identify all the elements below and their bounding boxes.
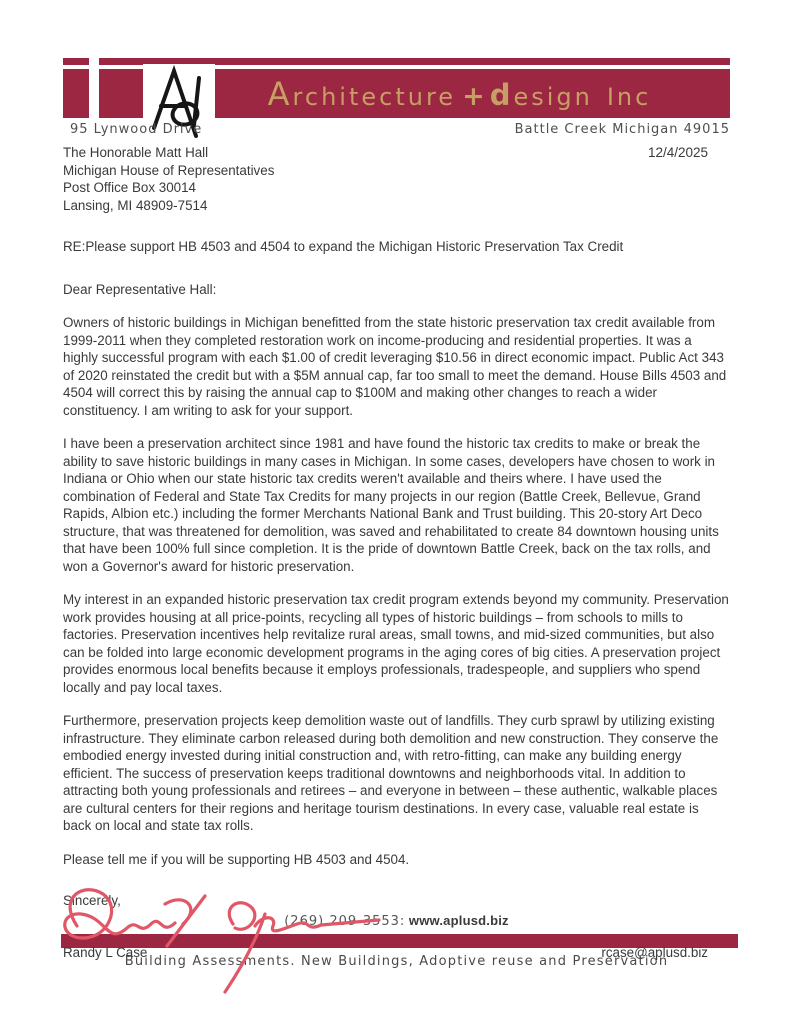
signer-row	[63, 944, 730, 962]
recipient-and-date	[63, 144, 730, 214]
company-name	[268, 75, 652, 113]
re-line: RE:Please support HB 4503 and 4504 to expand the Michigan Historic Preservation Tax Credit	[63, 239, 624, 254]
street-address: 95 Lynwood Drive	[70, 122, 203, 137]
recipient-line: The Honorable Matt Hall	[63, 145, 209, 160]
salutation: Dear Representative Hall:	[63, 281, 217, 297]
city-address: Battle Creek Michigan 49015	[514, 122, 730, 137]
letterhead	[63, 58, 730, 118]
signer-name: Randy L Case	[63, 945, 148, 960]
paragraph-4: Furthermore, preservation projects keep demolition waste out of landfills. They curb sprawl by utilizing existing infrastructure. They eliminate carbon released during both demolition and new construction. They conserve the embodied energy invested during initial construction and, with retro-fitting, can make any building energy efficient. The success of preservation keeps traditional downtowns and neighborhoods vital. In addition to attracting both young professionals and retirees – and everyone in between – these authentic, walkable places are cultural centers for their regions and heritage tourism destinations. In every case, valuable real estate is back on local and state tax rolls.	[63, 713, 719, 833]
paragraph-5: Please tell me if you will be supporting HB 4503 and 4504.	[63, 851, 410, 867]
letter-body	[63, 144, 730, 984]
footer-tagline: Building Assessments. New Buildings, Adoptive reuse and Preservation	[124, 954, 669, 969]
recipient-line: Michigan House of Representatives	[63, 162, 275, 178]
paragraph-1: Owners of historic buildings in Michigan benefitted from the state historic preservation tax credit available from 1999-2011 when they completed restoration work on income-producing and residential properties. It was a highly successful program with each $1.00 of credit leveraging $10.56 in direct economic impact. Public Act 343 of 2020 reinstated the credit but with a $5M annual cap, far too small to meet the demand. House Bills 4503 and 4504 will correct this by raising the annual cap to $100M and making other changes to reach a wider constituency. I am writing to ask for your support.	[63, 315, 727, 418]
footer-contact-line	[63, 913, 730, 929]
website-url: www.aplusd.biz	[408, 913, 509, 928]
letterhead-left-block	[63, 58, 89, 65]
company-name-d: d	[489, 77, 514, 112]
phone-number: (269) 209-3553:	[284, 914, 406, 929]
letterhead-address-row	[70, 122, 730, 137]
recipient-block	[63, 144, 274, 214]
company-name-part2: esign	[513, 82, 593, 111]
company-name-suffix: Inc	[606, 82, 652, 111]
company-name-initial: A	[267, 74, 293, 113]
letterhead-left-bar	[63, 69, 89, 118]
paragraph-2: I have been a preservation architect since 1981 and have found the historic tax credits to make or break the ability to save historic buildings in many cases in Michigan. In some cases, developers have chosen to work in Indiana or Ohio when our state historic tax credits weren't available and theirs where. I have used the combination of Federal and State Tax Credits for many projects in our region (Battle Creek, Bellevue, Grand Rapids, Albion etc.) including the former Merchants National Bank and Trust building. This 20-story Art Deco structure, that was threatened for demolition, was saved and rehabilitated to create 84 downtown housing units that have been 100% full since completion. It is the pride of downtown Battle Creek, back on the tax rolls, and won a Governor's award for historic preservation.	[63, 436, 719, 574]
paragraph-3: My interest in an expanded historic preservation tax credit program extends beyond my community. Preservation work provides housing at all price-points, recycling all types of historic buildings – from schools to mills to factories. Preservation incentives help revitalize rural areas, small towns, and mid-sized communities, but also can be folded into large economic development programs in the aging cores of big cities. A preservation project provides enormous local benefits because it employs professionals, tradespeople, and suppliers who spend locally and pay local taxes.	[63, 592, 729, 695]
plus-sign: +	[462, 80, 488, 112]
closing: Sincerely,	[63, 893, 121, 908]
signer-email: rcase@aplusd.biz	[601, 945, 708, 960]
letter-date: 12/4/2025	[647, 145, 708, 160]
recipient-line: Lansing, MI 48909-7514	[63, 197, 208, 213]
recipient-line: Post Office Box 30014	[63, 180, 196, 195]
company-name-part1: rchitecture	[292, 82, 457, 111]
